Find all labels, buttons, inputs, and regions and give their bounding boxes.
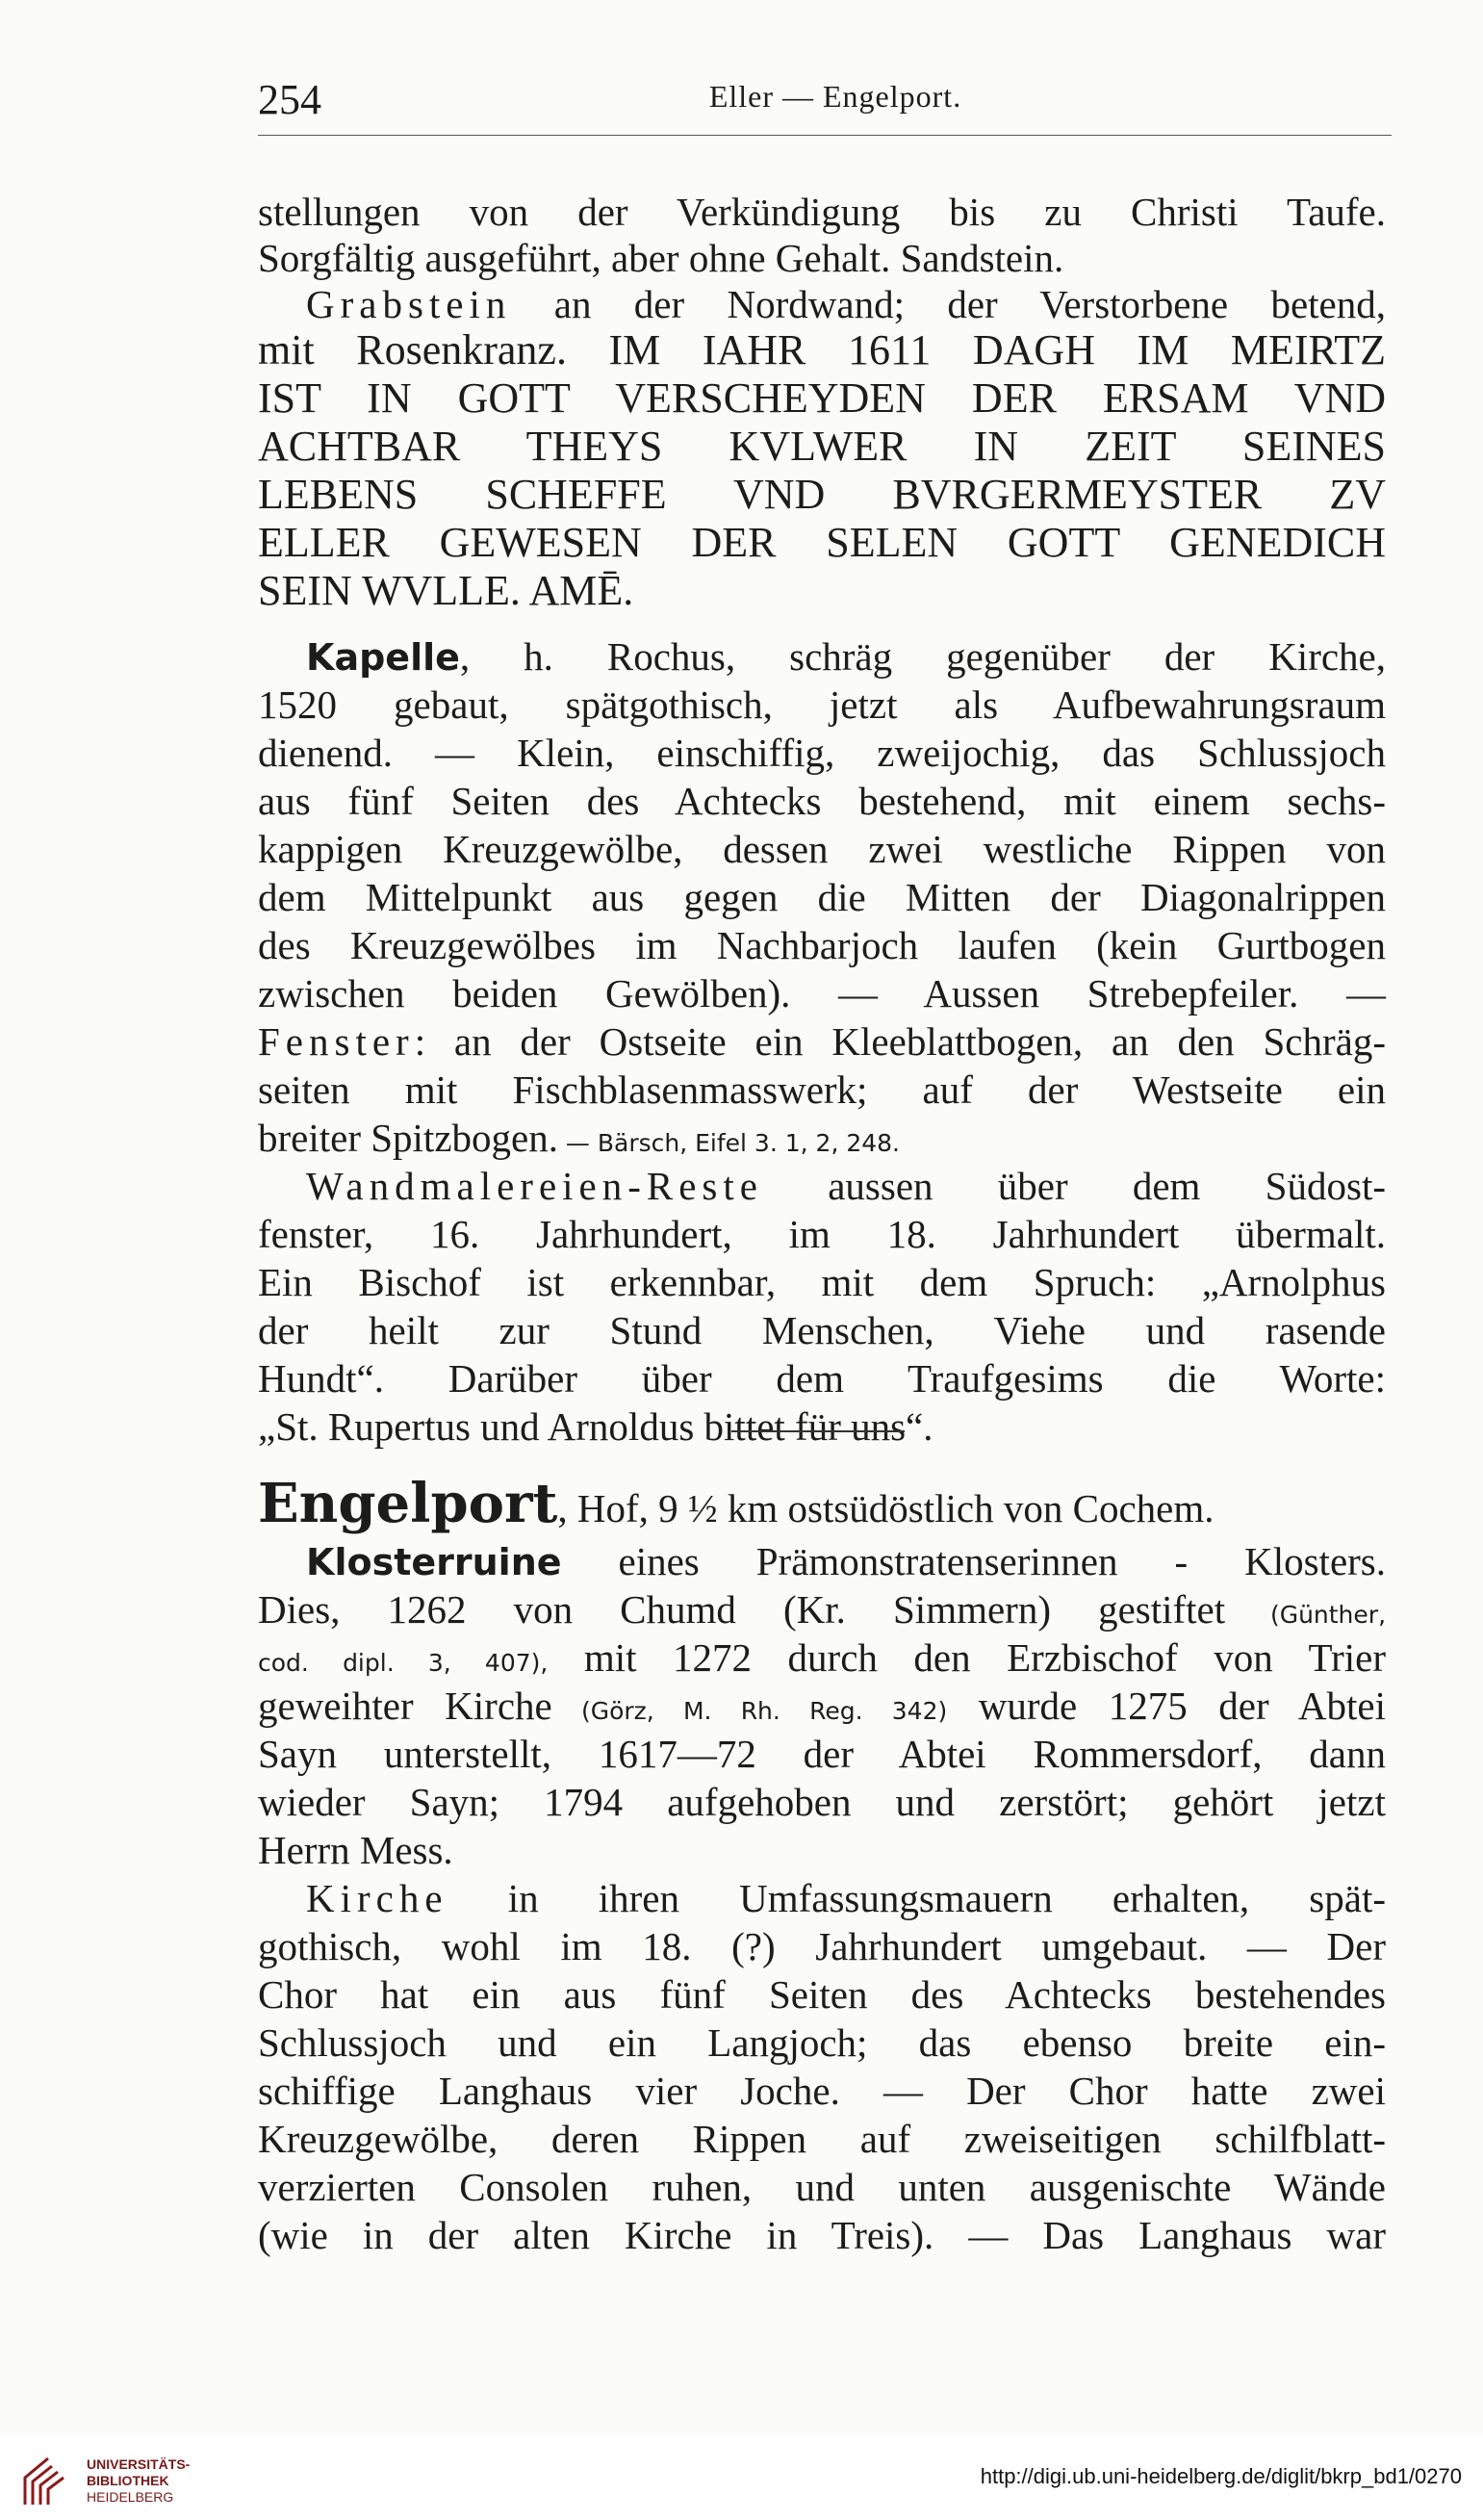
section-separator	[731, 1430, 905, 1432]
keyword: Grabstein	[306, 282, 512, 326]
text-line: Ein Bischof ist erkennbar, mit dem Spruch: „Arnolphus	[258, 1260, 1386, 1304]
header-rule	[258, 135, 1392, 136]
text-line: wieder Sayn; 1794 aufgehoben und zerstört; gehört jetzt	[258, 1780, 1386, 1824]
text-line: breiter Spitzbogen. — Bärsch, Eifel 3. 1, 2, 248.	[258, 1116, 900, 1160]
library-name	[87, 2456, 190, 2506]
text-line: „St. Rupertus und Arnoldus bittet für uns“.	[258, 1404, 933, 1449]
text-line: SEIN WVLLE. AMĒ.	[258, 567, 634, 614]
text-line: Kirche in ihren Umfassungsmauern erhalten, spät-	[306, 1876, 1386, 1920]
text-line: Kapelle, h. Rochus, schräg gegenüber der Kirche,	[306, 634, 1386, 679]
text-line: 1520 gebaut, spätgothisch, jetzt als Aufbewahrungsraum	[258, 682, 1386, 727]
text-line: aus fünf Seiten des Achtecks bestehend, mit einem sechs-	[258, 779, 1386, 823]
text-line: Wandmalereien-Reste aussen über dem Südost-	[306, 1164, 1386, 1208]
text-line: dem Mittelpunkt aus gegen die Mitten der Diagonalrippen	[258, 875, 1386, 919]
text-line: cod. dipl. 3, 407), mit 1272 durch den Erzbischof von Trier	[258, 1635, 1387, 1680]
text-line: fenster, 16. Jahrhundert, im 18. Jahrhundert übermalt.	[258, 1212, 1386, 1256]
keyword: Wandmalereien-Reste	[306, 1164, 763, 1208]
keyword: Fenster	[258, 1019, 415, 1064]
text-line: dienend. — Klein, einschiffig, zweijochig, das Schlussjoch	[258, 731, 1386, 775]
text-line: Dies, 1262 von Chumd (Kr. Simmern) gestiftet (Günther,	[258, 1587, 1387, 1632]
keyword: Kirche	[306, 1876, 448, 1920]
citation: — Bärsch, Eifel 3. 1, 2, 248.	[557, 1129, 900, 1157]
text-line: seiten mit Fischblasenmasswerk; auf der Westseite ein	[258, 1067, 1386, 1112]
page-number: 254	[258, 76, 321, 123]
text-line: schiffige Langhaus vier Joche. — Der Chor hatte zwei	[258, 2069, 1386, 2113]
text-line: Chor hat ein aus fünf Seiten des Achtecks bestehendes	[258, 1972, 1386, 2017]
text-line: kappigen Kreuzgewölbe, dessen zwei westliche Rippen von	[258, 827, 1386, 871]
citation: cod. dipl. 3, 407),	[258, 1649, 549, 1677]
citation: (Günther,	[1225, 1601, 1387, 1629]
text-line: IST IN GOTT VERSCHEYDEN DER ERSAM VND	[258, 374, 1386, 422]
text-line: Klosterruine eines Prämonstratenserinnen - Klosters.	[306, 1539, 1386, 1583]
library-name-line: BIBLIOTHEK	[87, 2473, 169, 2488]
library-logo-icon	[19, 2453, 77, 2510]
text-line: des Kreuzgewölbes im Nachbarjoch laufen (kein Gurtbogen	[258, 923, 1386, 967]
source-url-link[interactable]: http://digi.ub.uni-heidelberg.de/diglit/bkrp_bd1/0270	[980, 2464, 1462, 2488]
text-line: Kreuzgewölbe, deren Rippen auf zweiseitigen schilfblatt-	[258, 2117, 1386, 2161]
text-line: ELLER GEWESEN DER SELEN GOTT GENEDICH	[258, 519, 1386, 566]
text-line: ACHTBAR THEYS KVLWER IN ZEIT SEINES	[258, 423, 1386, 470]
section-heading: Engelport, Hof, 9 ½ km ostsüdöstlich von Cochem.	[258, 1472, 1215, 1535]
keyword: Kapelle	[306, 636, 460, 679]
text-line: Sayn unterstellt, 1617—72 der Abtei Rommersdorf, dann	[258, 1732, 1386, 1776]
keyword: Klosterruine	[306, 1541, 562, 1583]
citation: (Görz, M. Rh. Reg. 342)	[551, 1697, 948, 1725]
text-line: Grabstein an der Nordwand; der Verstorbene betend,	[306, 282, 1386, 326]
text-line: (wie in der alten Kirche in Treis). — Das Langhaus war	[258, 2213, 1386, 2257]
text-line: mit Rosenkranz. IM IAHR 1611 DAGH IM MEIRTZ	[258, 326, 1386, 373]
page-header	[258, 75, 1392, 125]
library-name-line: HEIDELBERG	[87, 2489, 174, 2505]
place-name: Engelport	[258, 1472, 558, 1535]
text-line: Herrn Mess.	[258, 1828, 453, 1872]
text-line: stellungen von der Verkündigung bis zu Christi Taufe.	[258, 190, 1386, 234]
running-title: Eller — Engelport.	[708, 79, 962, 114]
text-line: Sorgfältig ausgeführt, aber ohne Gehalt. Sandstein.	[258, 236, 1064, 280]
text-line: gothisch, wohl im 18. (?) Jahrhundert umgebaut. — Der	[258, 1924, 1386, 1968]
viewer-footer	[0, 2435, 1483, 2520]
text-line: Fenster: an der Ostseite ein Kleeblattbogen, an den Schräg-	[258, 1019, 1386, 1064]
text-line: LEBENS SCHEFFE VND BVRGERMEYSTER ZV	[258, 471, 1386, 518]
text-line: der heilt zur Stund Menschen, Viehe und rasende	[258, 1308, 1386, 1352]
text-line: verzierten Consolen ruhen, und unten ausgenischte Wände	[258, 2165, 1386, 2209]
library-name-line: UNIVERSITÄTS-	[87, 2456, 191, 2472]
text-line: geweihter Kirche (Görz, M. Rh. Reg. 342) wurde 1275 der Abtei	[258, 1684, 1386, 1728]
text-line: zwischen beiden Gewölben). — Aussen Strebepfeiler. —	[258, 971, 1386, 1016]
text-line: Schlussjoch und ein Langjoch; das ebenso breite ein-	[258, 2020, 1386, 2065]
text-line: Hundt“. Darüber über dem Traufgesims die Worte:	[258, 1356, 1386, 1401]
